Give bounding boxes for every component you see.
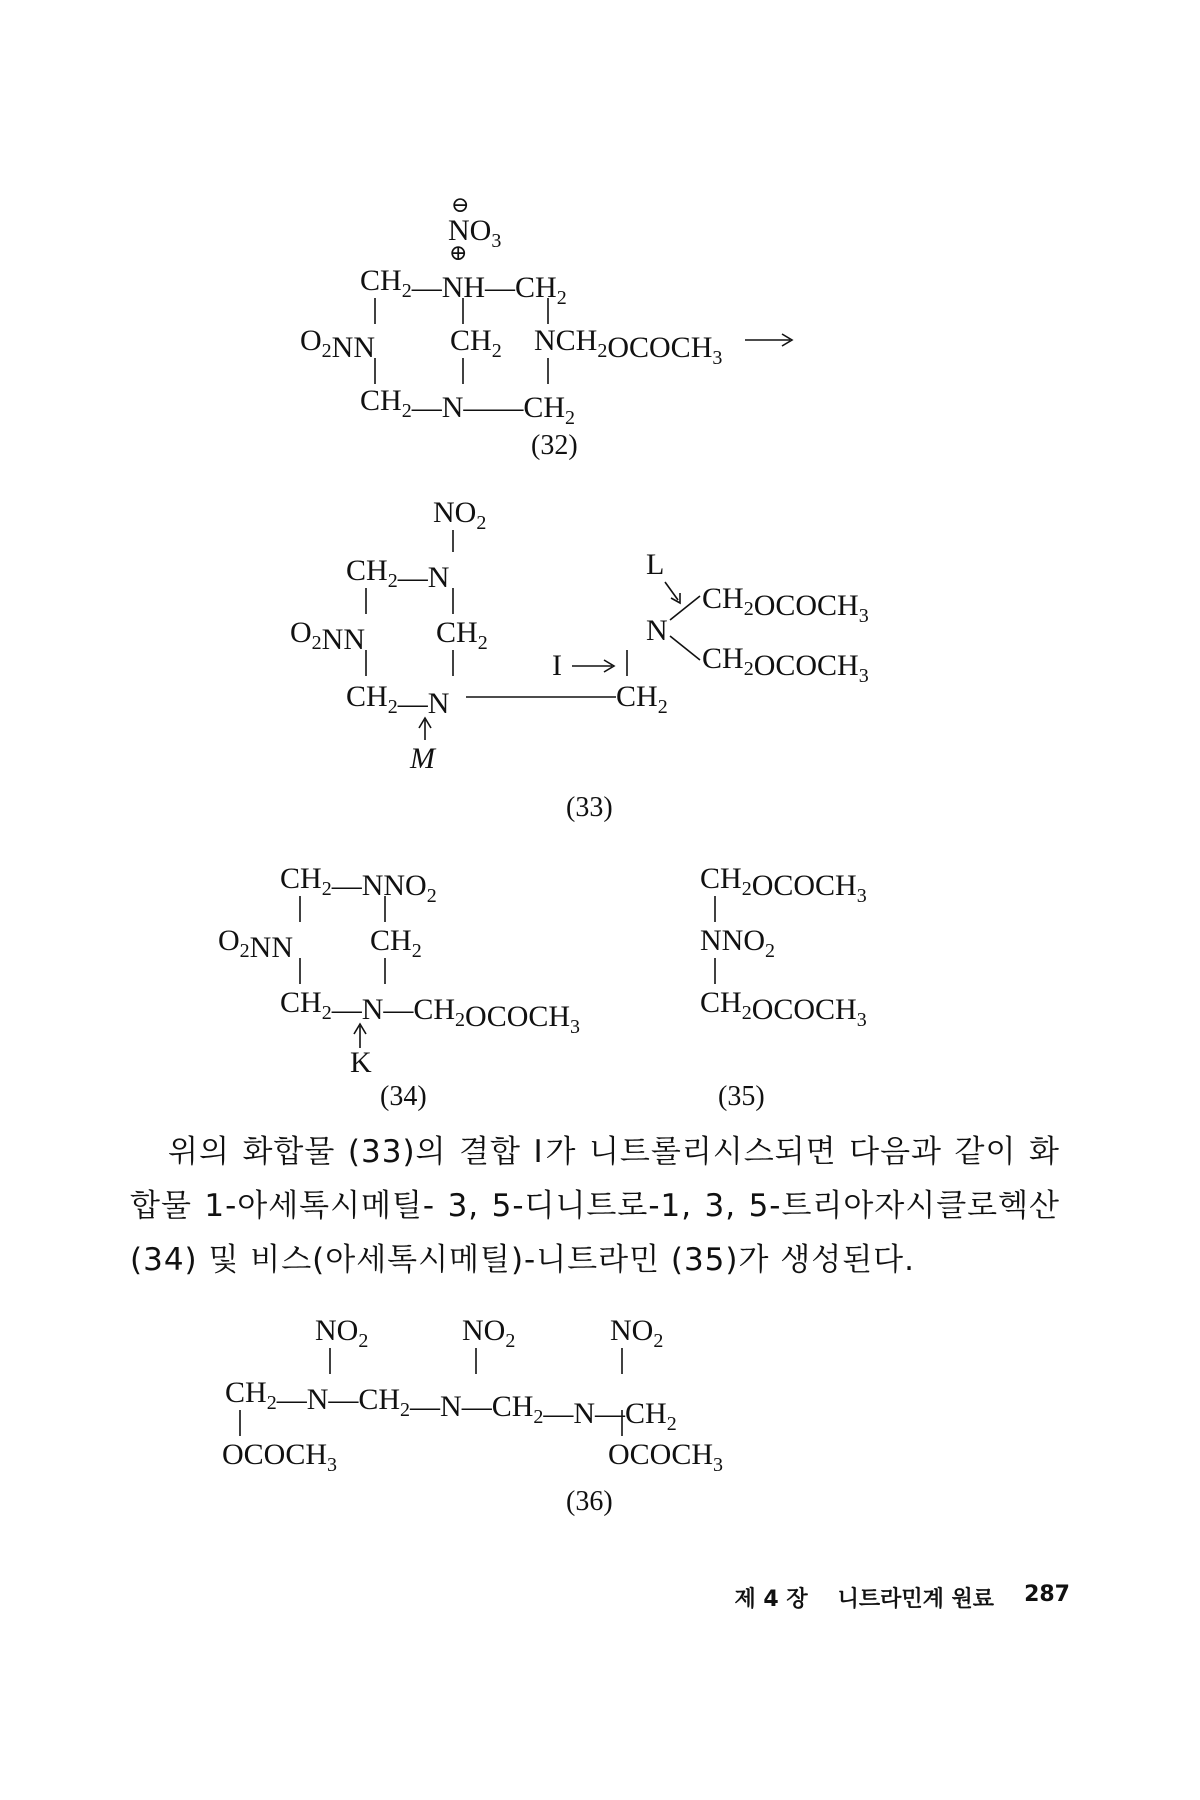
ring-row-bottom: $CH_2—N——CH_2$ [360, 384, 576, 429]
compound-label-34: (34) [380, 1081, 427, 1112]
bond-l-arrow-line [665, 582, 678, 600]
paragraph-text: 위의 화합물 (33)의 결합 Ⅰ가 니트롤리시스되면 다음과 같이 화합물 1-아세톡시메틸- 3, 5-디니트로-1, 3, 5-트리아자시클로헥산 (34) 및 비스(아세톡시메틸)-니트라민 (35)가 생성된다. [130, 1134, 1060, 1278]
bond-l-arrow-head [671, 593, 680, 603]
nitroamine-group-left: $O_2NN$ [218, 924, 294, 964]
ring-row-bottom: $CH_2—N$ [346, 680, 450, 720]
nitroamine-group-left: $O_2NN$ [300, 324, 376, 364]
nitro-group-2: $NO_2$ [462, 1314, 516, 1352]
page-number: 287 [1024, 1582, 1070, 1607]
acetoxymethyl-bottom: $CH_2OCOCH_3$ [700, 986, 867, 1031]
acetoxy-left: $OCOCH_3$ [222, 1438, 338, 1476]
body-paragraph [130, 1125, 1060, 1287]
structure-36 [222, 1314, 723, 1517]
tertiary-nitrogen: N [646, 614, 668, 647]
bond-m-label: M [410, 742, 435, 775]
chapter-number: 제 4 장 [734, 1587, 808, 1612]
compound-label-32: (32) [531, 430, 578, 461]
acetoxymethyl-top: $CH_2OCOCH_3$ [700, 862, 867, 907]
ring-methylene: $CH_2$ [450, 324, 502, 362]
bond-k-label: K [350, 1046, 372, 1079]
methylene-link: $CH_2$ [616, 680, 668, 718]
compound-label-33: (33) [566, 792, 613, 823]
chapter-title: 니트라민계 원료 [837, 1587, 995, 1612]
acetoxymethyl-branch-bottom: $CH_2OCOCH_3$ [702, 642, 869, 687]
compound-label-35: (35) [718, 1081, 765, 1112]
structure-32 [300, 192, 792, 461]
bond-i-label: I [552, 649, 562, 682]
linear-chain: $CH_2—N—CH_2—N—CH_2—N—CH_2$ [225, 1376, 677, 1435]
structure-34 [218, 862, 580, 1112]
structure-35 [700, 862, 867, 1112]
bond-l-label: L [646, 548, 665, 581]
nitro-group-1: $NO_2$ [315, 1314, 369, 1352]
nitro-group-top: $NO_2$ [433, 496, 487, 534]
ring-row-top: $CH_2—NH—CH_2$ [360, 264, 567, 309]
ring-row-bottom: $CH_2—N—CH_2OCOCH_3$ [280, 986, 581, 1038]
nitramine-center: $NNO_2$ [700, 924, 775, 962]
nitro-group-3: $NO_2$ [610, 1314, 664, 1352]
ring-methylene: $CH_2$ [370, 924, 422, 962]
page-footer [650, 1582, 1070, 1613]
ring-methylene: $CH_2$ [436, 616, 488, 654]
nitrate-group: $NO_3$ [448, 214, 502, 252]
nitroamine-group-left: $O_2NN$ [290, 616, 366, 656]
acetoxymethyl-branch-top: $CH_2OCOCH_3$ [702, 582, 869, 627]
acetoxymethyl-amine: $NCH_2OCOCH_3$ [534, 324, 723, 369]
ring-row-top: $CH_2—N$ [346, 554, 450, 594]
positive-charge-symbol: ⊕ [449, 240, 468, 265]
negative-charge-symbol: ⊖ [451, 192, 470, 217]
bond-line [670, 636, 700, 660]
compound-label-36: (36) [566, 1486, 613, 1517]
ring-row-top: $CH_2—NNO_2$ [280, 862, 437, 907]
structure-33 [290, 496, 869, 823]
acetoxy-right: $OCOCH_3$ [608, 1438, 724, 1476]
